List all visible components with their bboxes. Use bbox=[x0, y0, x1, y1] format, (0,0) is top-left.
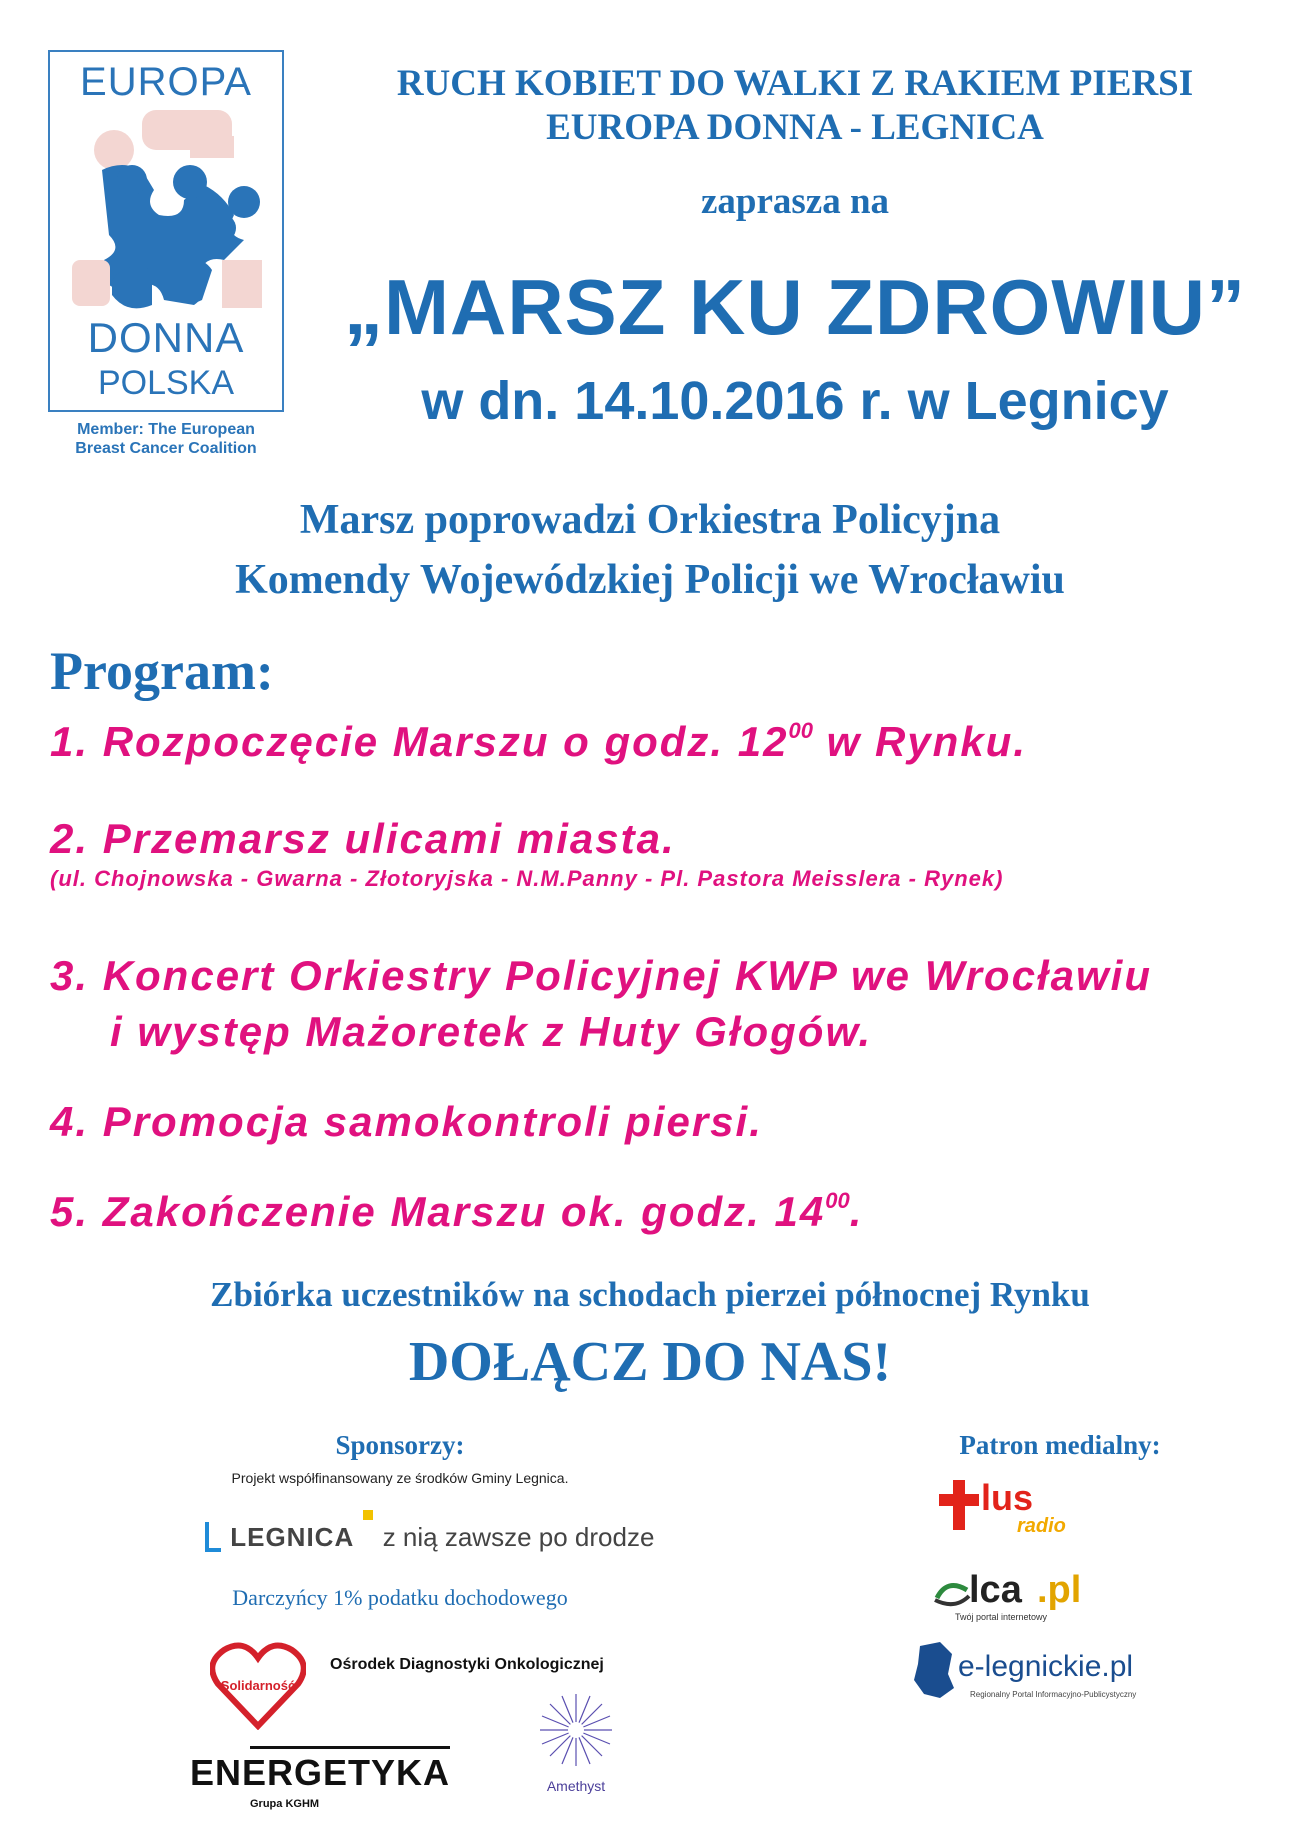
legnica-logo bbox=[205, 1510, 654, 1553]
orchestra-line-2: Komendy Wojewódzkiej Policji we Wrocławiu bbox=[235, 557, 1065, 603]
legnica-name: LEGNICA bbox=[230, 1522, 355, 1552]
org-line-2: EUROPA DONNA - LEGNICA bbox=[546, 107, 1044, 148]
program-item-4: 4. Promocja samokontroli piersi. bbox=[50, 1098, 763, 1145]
lca-logo bbox=[925, 1560, 1105, 1630]
organization-name bbox=[300, 62, 1290, 150]
foundation-logo-text: Solidarność bbox=[220, 1678, 296, 1693]
program-item-3-line-2: i występ Mażoretek z Huty Głogów. bbox=[110, 1008, 873, 1055]
call-to-action: DOŁĄCZ DO NAS! bbox=[408, 1331, 892, 1393]
project-info: Projekt współfinansowany ze środków Gminy Legnica. bbox=[231, 1470, 569, 1486]
program-item-5 bbox=[50, 1188, 863, 1236]
event-title: „MARSZ KU ZDROWIU” bbox=[344, 263, 1246, 351]
plus-text: lus bbox=[981, 1477, 1034, 1518]
media-heading: Patron medialny: bbox=[959, 1430, 1161, 1460]
member-line-1: Member: The European bbox=[77, 421, 255, 438]
energetyka-line bbox=[250, 1746, 450, 1749]
donors-info: Darczyńcy 1% podatku dochodowego bbox=[232, 1585, 568, 1610]
energetyka-logo: ENERGETYKA bbox=[190, 1752, 451, 1793]
legnica-bracket-icon bbox=[205, 1522, 223, 1552]
orchestra-info bbox=[60, 490, 1240, 610]
lca-pl-text: .pl bbox=[1037, 1569, 1082, 1611]
amethyst-text: Amethyst bbox=[546, 1778, 606, 1794]
program-item-1-text: 1. Rozpoczęcie Marszu o godz. 12 bbox=[50, 718, 789, 765]
lca-sub-text: Twój portal internetowy bbox=[955, 1612, 1048, 1622]
program-item-2: 2. Przemarsz ulicami miasta. bbox=[50, 815, 676, 862]
logo-mid-text: DONNA bbox=[87, 314, 245, 361]
program-route: (ul. Chojnowska - Gwarna - Złotoryjska - N.M.Panny - Pl. Pastora Meisslera - Rynek) bbox=[50, 866, 1004, 891]
region-map-icon bbox=[910, 1640, 956, 1700]
kghm-text: Grupa KGHM bbox=[250, 1798, 320, 1810]
puzzle-people-icon bbox=[72, 110, 262, 312]
program-item-1-suffix: w Rynku. bbox=[812, 718, 1028, 765]
legnica-slogan: z nią zawsze po drodze bbox=[382, 1522, 655, 1552]
program-item-3-line-1: 3. Koncert Orkiestry Policyjnej KWP we Wrocławiu bbox=[50, 952, 1152, 999]
legnica-square-icon bbox=[361, 1510, 375, 1540]
amethyst-logo-icon bbox=[536, 1690, 616, 1770]
orchestra-line-1: Marsz poprowadzi Orkiestra Policyjna bbox=[299, 497, 1001, 543]
plus-radio-logo bbox=[935, 1470, 1095, 1540]
gathering-info: Zbiórka uczestników na schodach pierzei północnej Rynku bbox=[210, 1275, 1090, 1314]
e-legnickie-sub-text: Regionalny Portal Informacyjno-Publicystyczny bbox=[970, 1690, 1137, 1699]
e-legnickie-text: e-legnickie.pl bbox=[958, 1650, 1134, 1683]
program-item-1-sup: 00 bbox=[788, 718, 813, 743]
sponsors-heading: Sponsorzy: bbox=[335, 1430, 465, 1460]
program-item-5-suffix: . bbox=[849, 1188, 864, 1235]
logo-bottom-text: POLSKA bbox=[97, 364, 235, 402]
program-item-5-text: 5. Zakończenie Marszu ok. godz. 14 bbox=[50, 1188, 826, 1235]
logo-top-text: EUROPA bbox=[80, 60, 252, 104]
foundation-name: Ośrodek Diagnostyki Onkologicznej bbox=[330, 1656, 604, 1673]
member-caption bbox=[48, 420, 284, 458]
e-legnickie-logo bbox=[910, 1640, 1140, 1710]
program-item-5-sup: 00 bbox=[825, 1188, 850, 1213]
program-heading: Program: bbox=[50, 641, 274, 701]
solidarnosc-heart-icon bbox=[210, 1640, 306, 1730]
event-date: w dn. 14.10.2016 r. w Legnicy bbox=[421, 371, 1169, 431]
invites-text: zaprasza na bbox=[700, 181, 890, 222]
plus-radio-text: radio bbox=[1017, 1515, 1066, 1537]
lca-text: lca bbox=[969, 1569, 1022, 1611]
member-line-2: Breast Cancer Coalition bbox=[75, 440, 257, 457]
europa-donna-logo bbox=[48, 50, 284, 412]
program-item-1 bbox=[50, 718, 1027, 766]
org-line-1: RUCH KOBIET DO WALKI Z RAKIEM PIERSI bbox=[396, 63, 1194, 104]
